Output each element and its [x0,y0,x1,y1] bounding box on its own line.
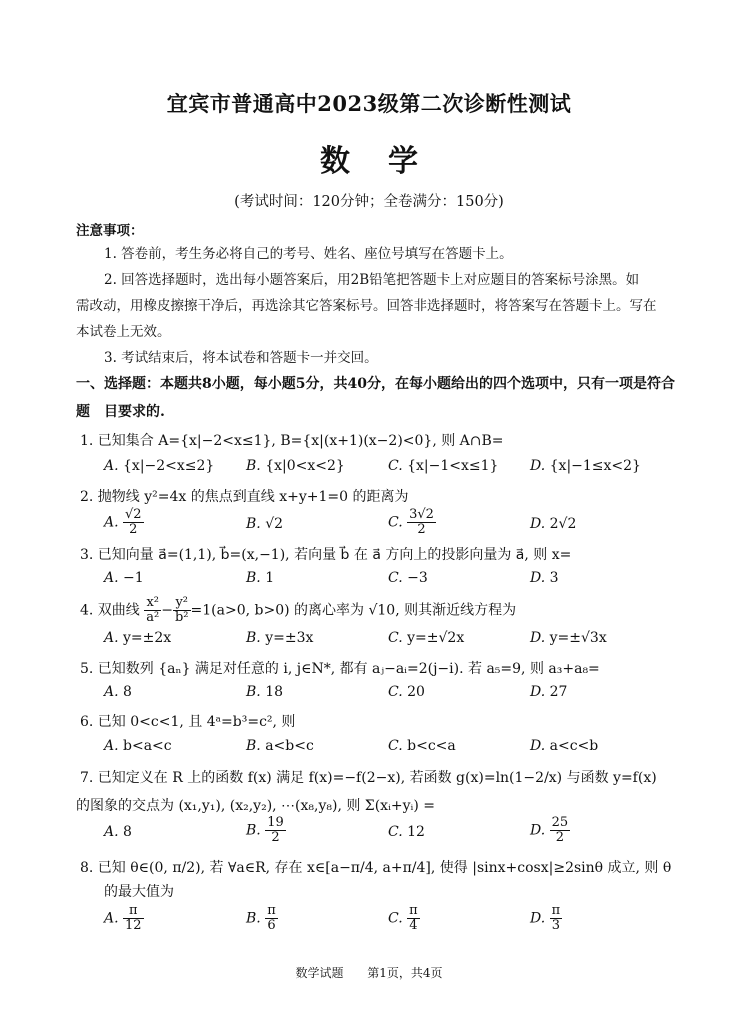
option-label: C. [388,630,403,646]
option-b [246,738,314,754]
option-text: b<c<a [407,738,456,754]
exam-info: (考试时间：120分钟；全卷满分：150分) [234,194,504,210]
option-label: D. [530,570,546,586]
option-c [388,738,456,754]
option-d [530,570,559,586]
fraction [265,816,286,845]
denominator: a² [146,610,160,625]
option-text: 8 [123,824,132,840]
option-a [104,458,214,474]
question-6-stem: 6. 已知 0<c<1, 且 4ᵃ=b³=c², 则 [80,714,296,730]
option-label: D. [530,630,546,646]
option-d [530,816,570,845]
option-text: y=±√3x [549,630,607,646]
option-c [388,630,464,646]
option-d [530,904,562,933]
option-label: C. [388,514,403,531]
question-8-stem-line-1: 8. 已知 θ∈(0, π/2), 若 ∀a∈R, 存在 x∈[a−π/4, a+π/4], 使得 |sinx+cosx|≥2sinθ 成立, 则 θ [80,860,672,876]
option-label: D. [530,684,546,700]
notice-item-2-line-3: 本试卷上无效。 [76,324,171,340]
fraction [407,508,436,537]
question-2-stem: 2. 抛物线 y²=4x 的焦点到直线 x+y+1=0 的距离为 [80,489,409,505]
section-heading-line-2: 目要求的. [104,404,165,420]
option-label: B. [246,630,261,646]
notice-item-2-line-2: 需改动，用橡皮擦擦干净后，再选涂其它答案标号。回答非选择题时，将答案写在答题卡上。写在 [76,298,657,314]
notice-heading: 注意事项： [76,223,144,239]
notice-item-3: 3. 考试结束后，将本试卷和答题卡一并交回。 [104,350,378,366]
option-label: B. [246,570,261,586]
option-text: y=±3x [265,630,314,646]
option-label: D. [530,910,546,927]
numerator: 19 [267,815,284,830]
option-text: {x|0<x<2} [265,458,345,474]
notice-item-2-line-1: 2. 回答选择题时，选出每小题答案后，用2B铅笔把答题卡上对应题目的答案标号涂黑。如 [104,272,640,288]
option-d [530,516,576,532]
option-a [104,570,144,586]
option-d [530,738,598,754]
option-label: A. [104,458,119,474]
denominator: 2 [555,830,565,845]
option-label: D. [530,516,546,532]
option-c [388,458,498,474]
option-text: −1 [123,570,144,586]
option-text: √2 [265,516,284,532]
option-label: C. [388,824,403,840]
option-b [246,458,345,474]
option-b [246,684,283,700]
option-c [388,904,420,933]
question-4-stem: 4. 双曲线 $\frac{\text{x²}}{\text{a²}}$ − $\frac{\text{y²}}{\text{b²}}$ =1(a>0, b>0) 的离心率为 √10, 则其渐近线方程为 [80,595,517,625]
option-text: a<c<b [549,738,599,754]
option-label: D. [530,822,546,839]
option-b [246,904,278,933]
option-c [388,570,428,586]
numerator: π [551,903,561,918]
option-label: A. [104,514,119,531]
numerator: 25 [551,815,569,830]
option-label: B. [246,738,261,754]
option-text: 3 [549,570,559,586]
question-3-stem: 3. 已知向量 a⃗=(1,1), b⃗=(x,−1), 若向量 b⃗ 在 a⃗ 方向上的投影向量为 a⃗, 则 x= [80,547,572,563]
question-7-stem-line-1: 7. 已知定义在 R 上的函数 f(x) 满足 f(x)=−f(2−x), 若函数 g(x)=ln(1−2/x) 与函数 y=f(x) [80,770,657,786]
option-text: 8 [123,684,132,700]
denominator: 12 [125,918,142,933]
option-text: −3 [407,570,428,586]
numerator: 3√2 [409,507,434,522]
denominator: 2 [271,830,280,845]
footer-subject: 数学试题 [295,966,344,980]
option-label: C. [388,910,403,927]
option-b [246,570,274,586]
notice-item-1: 1. 答卷前，考生务必将自己的考号、姓名、座位号填写在答题卡上。 [104,246,513,262]
option-label: C. [388,570,403,586]
option-text: {x|−1≤x<2} [549,458,641,474]
option-label: B. [246,822,261,839]
fraction [144,596,161,625]
option-label: A. [104,910,119,927]
footer-page-number: 第1页，共4页 [367,966,443,980]
numerator: π [267,903,276,918]
option-label: B. [246,516,261,532]
fraction [550,816,571,845]
option-b [246,816,286,845]
option-label: B. [246,458,261,474]
question-1-stem: 1. 已知集合 A={x|−2<x≤1}, B={x|(x+1)(x−2)<0}, 则 A∩B= [80,433,504,449]
fraction [173,596,191,625]
option-a [104,508,144,537]
option-label: B. [246,684,261,700]
numerator: π [409,903,418,918]
fraction [407,904,420,933]
option-c [388,824,425,840]
option-text: 20 [407,684,425,700]
option-text: 2√2 [549,516,577,532]
option-label: A. [104,630,119,646]
subject-title: 数学 [320,144,456,179]
stem-text: =1(a>0, b>0) 的离心率为 √10, 则其渐近线方程为 [190,602,517,619]
option-label: C. [388,458,403,474]
option-d [530,684,567,700]
exam-title: 宜宾市普通高中2023级第二次诊断性测试 [166,91,572,116]
option-label: C. [388,738,403,754]
option-text: {x|−1<x≤1} [407,458,499,474]
option-c [388,508,436,537]
numerator: π [123,904,144,919]
option-label: B. [246,910,261,927]
option-text: y=±√2x [407,630,465,646]
option-label: A. [104,684,119,700]
option-c [388,684,425,700]
question-5-stem: 5. 已知数列 {aₙ} 满足对任意的 i, j∈N*, 都有 aⱼ−aᵢ=2(j−i). 若 a₅=9, 则 a₃+a₈= [80,661,600,677]
option-text: 27 [549,684,568,700]
option-text: a<b<c [265,738,314,754]
option-text: b<a<c [123,738,172,754]
denominator: 6 [267,918,276,933]
fraction [123,508,144,537]
option-label: C. [388,684,403,700]
fraction [123,904,144,933]
option-label: D. [530,458,546,474]
option-a [104,904,144,933]
denominator: b² [174,610,189,625]
option-text: 12 [407,824,425,840]
denominator: 3 [551,918,561,933]
denominator: 2 [129,522,138,537]
option-a [104,738,172,754]
page-footer [0,964,738,981]
option-label: D. [530,738,546,754]
option-label: A. [104,824,119,840]
stem-text: 4. 双曲线 [80,602,140,619]
numerator: √2 [125,507,142,522]
option-a [104,630,171,646]
option-d [530,630,607,646]
denominator: 4 [409,918,418,933]
option-text: y=±2x [123,630,172,646]
question-7-stem-line-2: 的图象的交点为 (x₁,y₁), (x₂,y₂), ⋯(x₈,y₈), 则 Σ(xᵢ+yᵢ) = [76,798,435,814]
option-label: A. [104,570,119,586]
numerator: y² [173,596,191,611]
option-text: 18 [265,684,284,700]
option-text: 1 [265,570,275,586]
numerator: x² [144,596,161,611]
option-d [530,458,641,474]
section-heading-line-1: 一、选择题：本题共8小题，每小题5分，共40分，在每小题给出的四个选项中，只有一项是符合题 [76,376,675,420]
option-b [246,516,283,532]
option-text: {x|−2<x≤2} [123,458,215,474]
fraction [550,904,563,933]
option-b [246,630,313,646]
option-label: A. [104,738,119,754]
option-a [104,824,132,840]
option-a [104,684,132,700]
question-8-stem-line-2: 的最大值为 [104,884,174,900]
denominator: 2 [417,522,426,537]
fraction [265,904,278,933]
